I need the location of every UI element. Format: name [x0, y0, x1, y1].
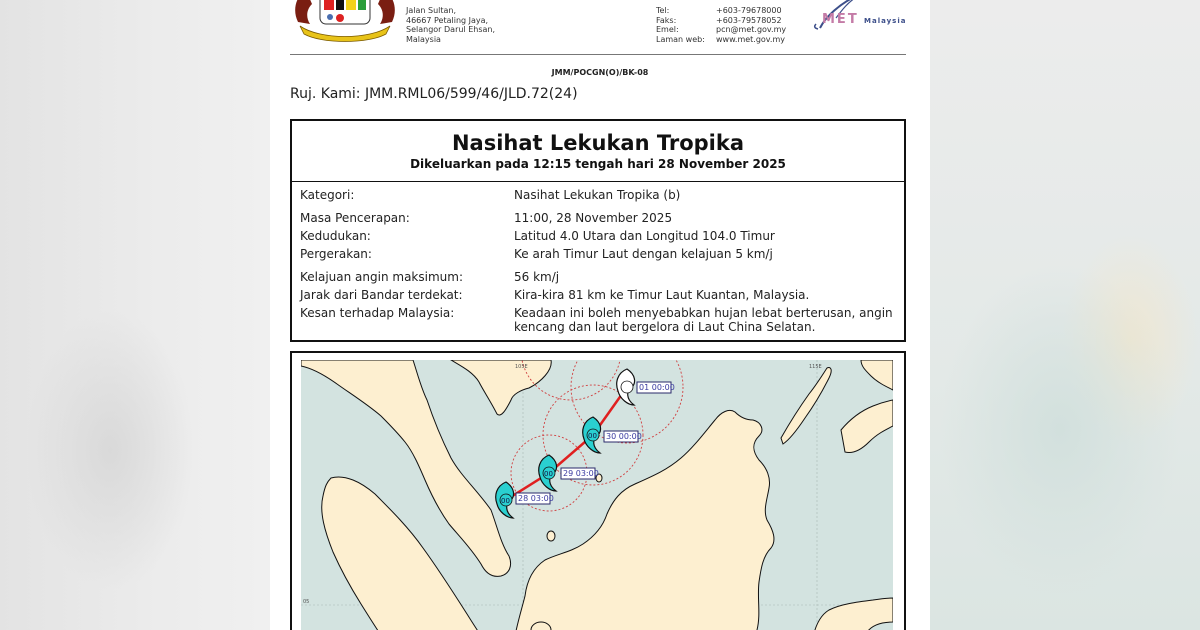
address-line: Malaysia: [406, 34, 441, 44]
form-code: JMM/POCGN(O)/BK-08: [551, 68, 649, 77]
contact-email[interactable]: pcn@met.gov.my: [716, 25, 787, 34]
detail-row-impact: [300, 304, 896, 336]
svg-text:01 00:00: 01 00:00: [639, 383, 675, 392]
advisory-header: [292, 121, 904, 182]
advisory-title: Nasihat Lekukan Tropika: [451, 131, 745, 155]
contact-label: Emel:: [656, 25, 679, 34]
track-time-label-28: [516, 493, 554, 504]
detail-label: Kesan terhadap Malaysia:: [300, 306, 455, 320]
address-line: Selangor Darul Ehsan,: [406, 25, 495, 34]
detail-label: Jarak dari Bandar terdekat:: [300, 288, 463, 302]
track-time-label-29: [561, 468, 599, 479]
detail-label: Masa Pencerapan:: [300, 211, 410, 225]
advisory-document: [270, 0, 930, 630]
background-right: [930, 0, 1200, 630]
reference-number: Ruj. Kami: JMM.RML06/599/46/JLD.72(24): [290, 86, 578, 102]
met-logo-text: MET: [822, 12, 859, 27]
contact-value: +603-79578052: [716, 15, 782, 25]
contact-label: Faks:: [656, 15, 677, 25]
storm-icon-text: 00: [501, 497, 510, 505]
svg-text:29 03:00: 29 03:00: [563, 469, 599, 478]
track-map-box: [290, 351, 906, 630]
detail-value: Kira-kira 81 km ke Timur Laut Kuantan, Malaysia.: [514, 288, 810, 302]
detail-value: 11:00, 28 November 2025: [514, 211, 673, 225]
detail-value: Keadaan ini boleh menyebabkan hujan lebat berterusan, angin kencang dan laut bergelora di Laut China Selatan.: [514, 306, 893, 334]
detail-row-movement: [300, 245, 896, 263]
met-logo-subtext: Malaysia: [864, 17, 907, 25]
svg-text:115E: 115E: [809, 364, 822, 370]
track-time-label-01: [637, 382, 675, 393]
address-line: Jalan Sultan,: [406, 6, 457, 15]
contact-value: +603-79678000: [716, 6, 782, 15]
address-block: [406, 6, 495, 44]
detail-row-category: [300, 186, 896, 204]
detail-value: Nasihat Lekukan Tropika (b): [514, 188, 681, 202]
storm-track-map: [301, 360, 893, 630]
header-divider: [290, 54, 906, 55]
detail-row-max-wind: [300, 268, 896, 286]
storm-icon-text: 00: [588, 432, 597, 440]
svg-text:05: 05: [303, 599, 310, 605]
contact-block: [656, 6, 786, 44]
detail-value: 56 km/j: [514, 270, 560, 284]
detail-row-distance: [300, 286, 896, 304]
detail-row-observation-time: [300, 209, 896, 227]
advisory-issued-time: Dikeluarkan pada 12:15 tengah hari 28 November 2025: [410, 157, 786, 171]
svg-text:105E: 105E: [515, 364, 528, 370]
contact-label: Laman web:: [656, 34, 705, 44]
detail-label: Kelajuan angin maksimum:: [300, 270, 463, 284]
svg-text:28 03:00: 28 03:00: [518, 494, 554, 503]
contact-label: Tel:: [656, 6, 670, 15]
address-line: 46667 Petaling Jaya,: [406, 15, 489, 25]
advisory-details: [292, 182, 904, 336]
detail-label: Kategori:: [300, 188, 355, 202]
track-time-label-30: [604, 431, 642, 442]
storm-icon-text: 00: [544, 470, 553, 478]
detail-label: Kedudukan:: [300, 229, 371, 243]
background-left: [0, 0, 270, 630]
detail-value: Latitud 4.0 Utara dan Longitud 104.0 Timur: [514, 229, 775, 243]
svg-text:30 00:00: 30 00:00: [606, 432, 642, 441]
advisory-info-box: [290, 119, 906, 342]
detail-value: Ke arah Timur Laut dengan kelajuan 5 km/j: [514, 247, 773, 261]
detail-label: Pergerakan:: [300, 247, 372, 261]
contact-website[interactable]: www.met.gov.my: [716, 34, 785, 44]
detail-row-position: [300, 227, 896, 245]
coat-of-arms-icon: [290, 0, 400, 44]
